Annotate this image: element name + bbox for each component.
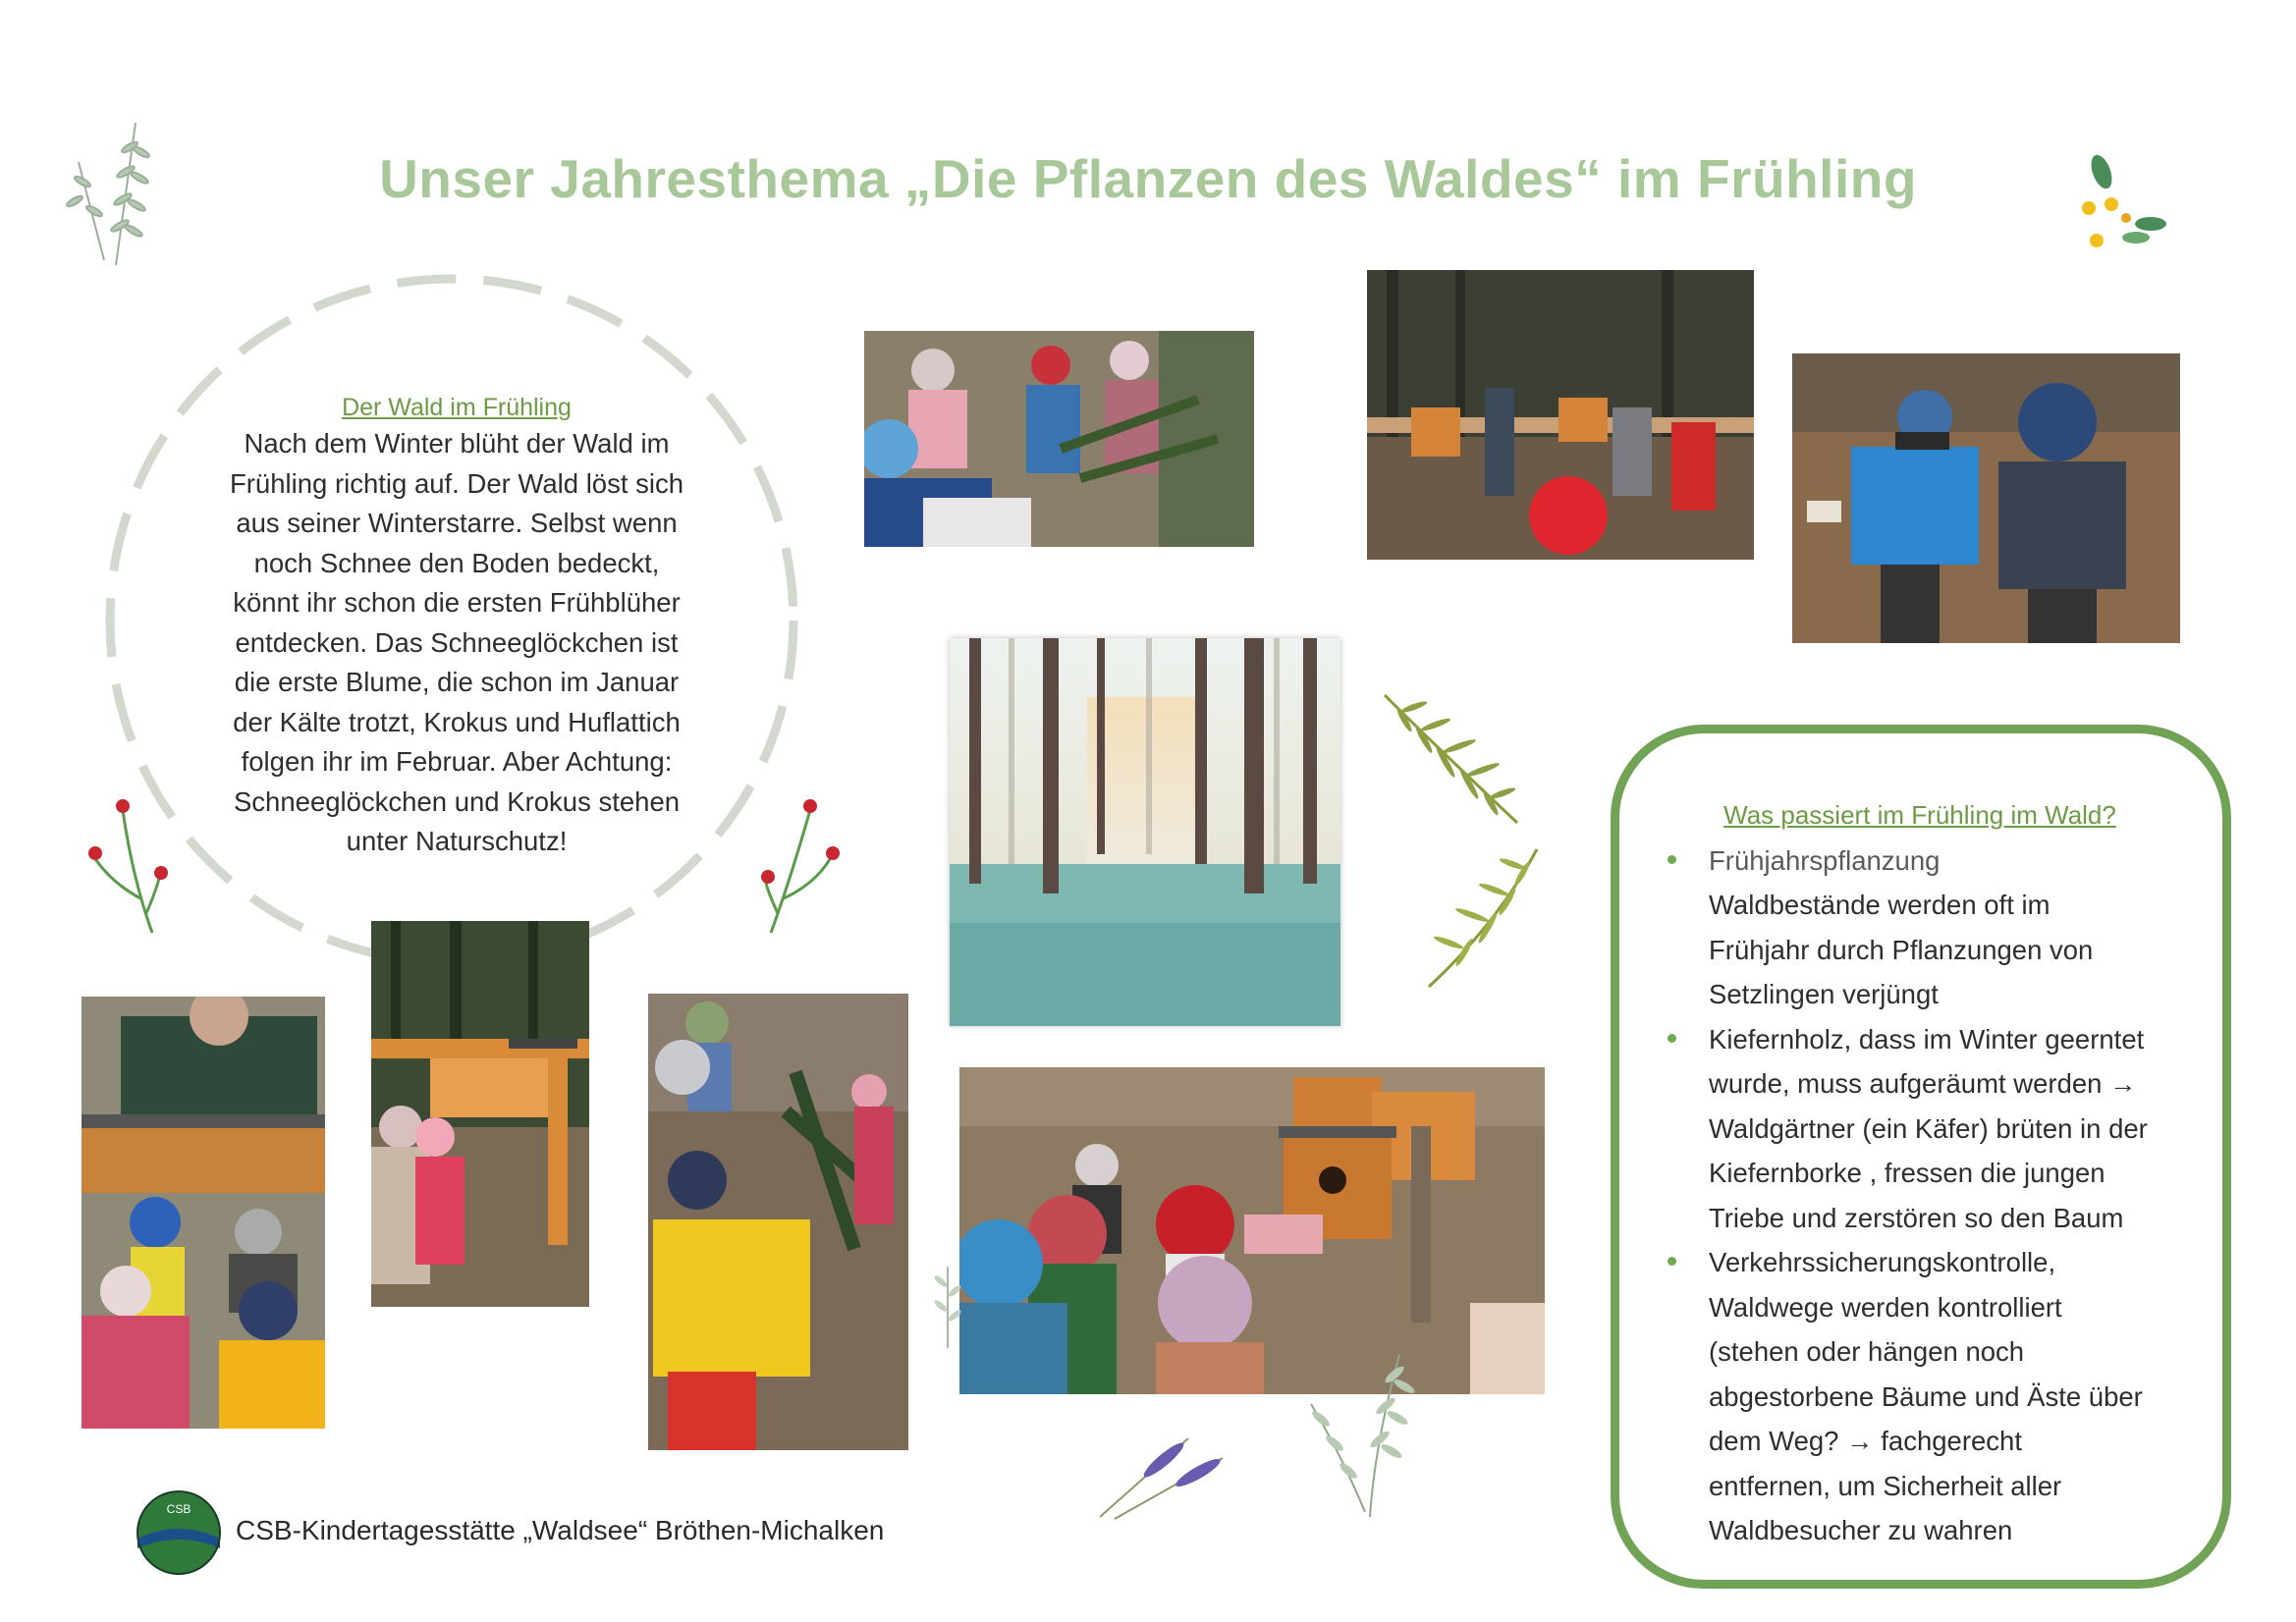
photo-children-birdhouse [959, 1067, 1545, 1394]
bullet-line: Triebe und zerstören so den Baum [1709, 1202, 2124, 1233]
bullet-line: entfernen, um Sicherheit aller [1709, 1470, 2062, 1501]
bullet-line: (stehen oder hängen noch [1709, 1336, 2025, 1367]
photo-children-pine-branch [864, 331, 1254, 547]
intro-line: könnt ihr schon die ersten Frühblüher [233, 587, 681, 618]
intro-line: der Kälte trotzt, Krokus und Huflattich [233, 706, 681, 737]
page-title: Unser Jahresthema „Die Pflanzen des Waldes“ im Frühling [379, 148, 1917, 209]
intro-line: Frühling richtig auf. Der Wald löst sich [229, 467, 684, 499]
bullet-line: Waldgärtner (ein Käfer) brüten in der [1709, 1112, 2148, 1144]
intro-text-block [196, 391, 717, 862]
panel-heading: Was passiert im Frühling im Wald? [1723, 800, 2116, 830]
photo-group-info-boards [1367, 270, 1754, 560]
info-panel-content [1709, 793, 2200, 1553]
photo-birdhouse-adult-children [82, 997, 325, 1429]
intro-line: Nach dem Winter blüht der Wald im [244, 428, 670, 459]
fern-decoration-upper [1375, 685, 1522, 833]
bullet-line: wurde, muss aufgeräumt werden → [1709, 1068, 2137, 1099]
bullet-line: Setzlingen verjüngt [1709, 979, 1939, 1009]
photo-children-pine-needles [648, 994, 908, 1450]
flower-decoration [2067, 147, 2175, 255]
bullet-dot-icon [1667, 1034, 1676, 1043]
bullet-item [1709, 1017, 2200, 1241]
footer-institution-name: CSB-Kindertagesstätte „Waldsee“ Bröthen-Michalken [236, 1515, 885, 1545]
leaf-sprig-decoration-bottom [1291, 1345, 1449, 1522]
berry-sprig-left [83, 790, 172, 938]
bullet-line: Kiefernborke , fressen die jungen [1709, 1158, 2105, 1188]
bullet-item [1709, 1240, 2200, 1553]
intro-line: aus seiner Winterstarre. Selbst wenn [236, 508, 678, 538]
intro-line: Schneeglöckchen und Krokus stehen [233, 785, 681, 817]
bullet-dot-icon [1667, 1257, 1676, 1266]
bullet-line: Waldbesucher zu wahren [1709, 1515, 2013, 1545]
bullet-line: Waldwege werden kontrolliert [1709, 1291, 2062, 1323]
leaf-sprig-decoration-small [923, 1262, 972, 1350]
intro-line: entdecken. Das Schneeglöckchen ist [235, 626, 679, 658]
intro-line: unter Naturschutz! [346, 826, 568, 856]
bullet-line: Waldbestände werden oft im [1709, 890, 2050, 920]
intro-heading: Der Wald im Frühling [342, 394, 572, 421]
bullet-line: Verkehrssicherungskontrolle, [1709, 1247, 2056, 1277]
intro-line: folgen ihr im Februar. Aber Achtung: [241, 746, 673, 777]
bullet-dot-icon [1667, 855, 1676, 864]
lavender-decoration [1095, 1429, 1232, 1522]
bullet-item [1709, 838, 2200, 1017]
panel-bullet-list [1709, 838, 2200, 1553]
bullet-line: Frühjahrspflanzung [1709, 844, 1941, 876]
intro-line: die erste Blume, die schon im Januar [234, 667, 680, 697]
painting-spring-forest [950, 638, 1340, 1026]
fern-decoration-lower [1419, 844, 1552, 992]
bullet-line: dem Weg? → fachgerecht [1709, 1426, 2022, 1456]
kita-logo-icon [136, 1489, 222, 1576]
bullet-line: Frühjahr durch Pflanzungen von [1709, 934, 2094, 965]
leaf-sprig-decoration [57, 113, 175, 270]
photo-info-board-outdoor [371, 921, 589, 1307]
logo-text: CSB [166, 1502, 191, 1516]
bullet-line: Kiefernholz, dass im Winter geerntet [1709, 1023, 2145, 1054]
bullet-line: abgestorbene Bäume und Äste über [1709, 1380, 2143, 1412]
photo-boys-binoculars [1792, 353, 2180, 643]
intro-line: noch Schnee den Boden bedeckt, [253, 547, 660, 578]
berry-sprig-right [756, 790, 845, 938]
